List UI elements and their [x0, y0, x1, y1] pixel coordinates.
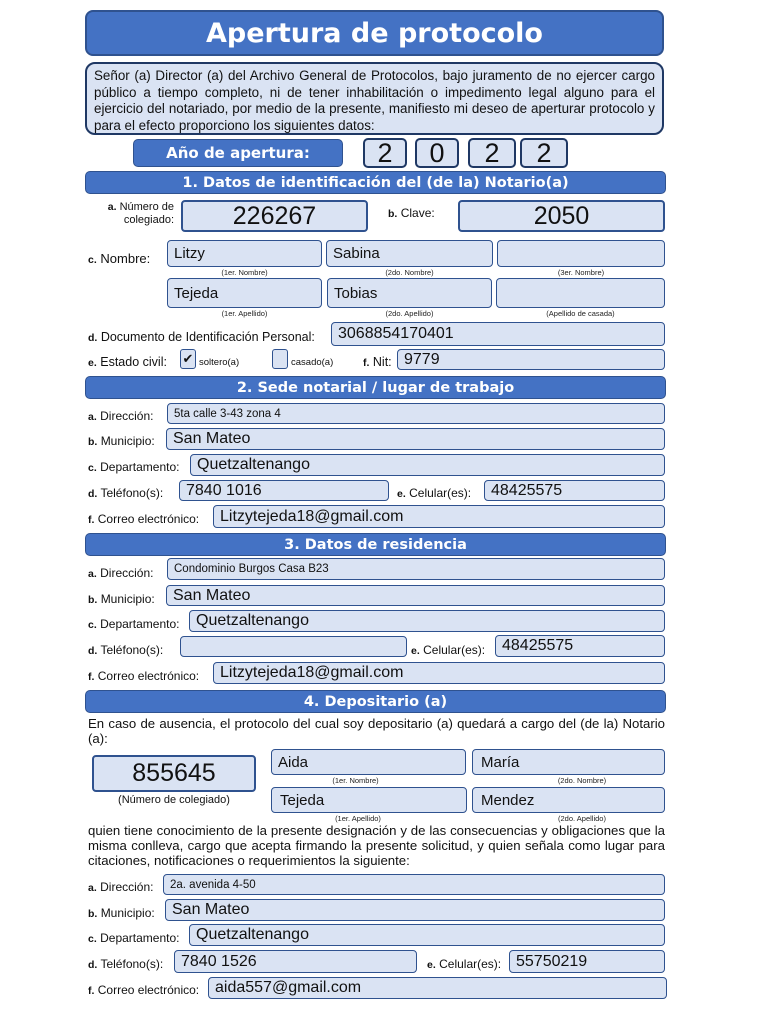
s2-email-label — [88, 512, 199, 527]
s2-department-letter: c. — [88, 462, 97, 474]
s4-department-field[interactable]: Quetzaltenango — [189, 924, 665, 946]
s2-address-field[interactable]: 5ta calle 3-43 zona 4 — [167, 403, 665, 424]
s3-address-label — [88, 566, 153, 581]
s3-department-label — [88, 617, 180, 632]
s4-email-field[interactable]: aida557@gmail.com — [208, 977, 667, 999]
colegiado-label — [92, 201, 174, 227]
s4-cell-label-text: Celular(es): — [439, 957, 502, 971]
nit-letter: f. — [363, 357, 370, 369]
depositary-second-name-caption: (2do. Nombre) — [557, 776, 607, 785]
s3-phone-field[interactable] — [180, 636, 407, 657]
s4-email-label — [88, 983, 199, 998]
s2-phone-letter: d. — [88, 488, 98, 500]
depositary-first-surname-field[interactable]: Tejeda — [271, 787, 467, 813]
s2-email-label-text: Correo electrónico: — [97, 512, 200, 526]
second-name-caption: (2do. Nombre) — [385, 268, 434, 277]
s4-email-letter: f. — [88, 985, 95, 997]
dpi-field[interactable]: 3068854170401 — [331, 322, 665, 346]
s4-department-label — [88, 931, 180, 946]
clave-field[interactable]: 2050 — [458, 200, 665, 232]
s4-phone-field[interactable]: 7840 1526 — [174, 950, 417, 973]
s4-address-label-text: Dirección: — [100, 880, 154, 894]
second-surname-field[interactable]: Tobias — [327, 278, 492, 308]
s2-phone-label — [88, 486, 163, 501]
s3-municipality-letter: b. — [88, 594, 98, 606]
s4-email-label-text: Correo electrónico: — [97, 983, 200, 997]
depositary-acceptance-text: quien tiene conocimiento de la presente designación y de las consecuencias y obligaciones que la misma conlleva, cargo que acepta firmando la presente solicitud, y quien señala como lugar para citaciones, notificaciones o requerimientos la siguiente: — [88, 823, 665, 868]
s4-phone-label-text: Teléfono(s): — [100, 957, 164, 971]
depositary-first-surname-caption: (1er. Apellido) — [335, 814, 381, 823]
s3-cell-label-text: Celular(es): — [423, 643, 486, 657]
clave-label — [388, 206, 435, 221]
year-digit-2[interactable]: 0 — [415, 138, 459, 168]
s3-address-label-text: Dirección: — [100, 566, 154, 580]
second-surname-caption: (2do. Apellido) — [385, 309, 434, 318]
s2-phone-field[interactable]: 7840 1016 — [179, 480, 389, 501]
s3-cell-field[interactable]: 48425575 — [495, 635, 665, 657]
s2-department-field[interactable]: Quetzaltenango — [190, 454, 665, 476]
s3-cell-label — [411, 643, 485, 658]
married-surname-field[interactable] — [496, 278, 665, 308]
first-surname-field[interactable]: Tejeda — [167, 278, 322, 308]
s4-phone-letter: d. — [88, 959, 98, 971]
s4-cell-letter: e. — [427, 959, 436, 971]
s3-municipality-field[interactable]: San Mateo — [166, 585, 665, 606]
s3-phone-label-text: Teléfono(s): — [100, 643, 164, 657]
s3-email-letter: f. — [88, 671, 95, 683]
s2-cell-label — [397, 486, 471, 501]
civil-status-label — [88, 355, 167, 370]
nit-label — [363, 355, 392, 370]
civil-label-text: Estado civil: — [100, 355, 167, 369]
s3-cell-letter: e. — [411, 645, 420, 657]
s3-phone-label — [88, 643, 163, 658]
s2-department-label — [88, 460, 180, 475]
s2-address-label — [88, 409, 153, 424]
s2-address-label-text: Dirección: — [100, 409, 154, 423]
s4-cell-field[interactable]: 55750219 — [509, 950, 665, 973]
s4-cell-label — [427, 957, 501, 972]
dpi-label-text: Documento de Identificación Personal: — [100, 330, 315, 344]
s4-phone-label — [88, 957, 163, 972]
s2-address-letter: a. — [88, 411, 97, 423]
page-title: Apertura de protocolo — [85, 10, 664, 56]
s3-department-label-text: Departamento: — [100, 617, 180, 631]
married-label: casado(a) — [291, 357, 334, 368]
s4-municipality-label-text: Municipio: — [100, 906, 155, 920]
s3-department-letter: c. — [88, 619, 97, 631]
single-label: soltero(a) — [199, 357, 240, 368]
s2-municipality-letter: b. — [88, 436, 98, 448]
section-1-header: 1. Datos de identificación del (de la) Notario(a) — [85, 171, 666, 194]
s2-email-letter: f. — [88, 514, 95, 526]
s3-municipality-label-text: Municipio: — [100, 592, 155, 606]
depositary-first-name-caption: (1er. Nombre) — [332, 776, 379, 785]
s4-address-label — [88, 880, 153, 895]
depositary-second-name-field[interactable]: María — [472, 749, 665, 775]
year-label: Año de apertura: — [133, 139, 343, 167]
nit-label-text: Nit: — [372, 355, 392, 369]
colegiado-label-text: Número de colegiado: — [119, 201, 174, 226]
s4-department-label-text: Departamento: — [100, 931, 180, 945]
s4-municipality-letter: b. — [88, 908, 98, 920]
s2-phone-label-text: Teléfono(s): — [100, 486, 164, 500]
third-name-field[interactable] — [497, 240, 665, 267]
nombre-label — [88, 252, 150, 267]
s4-municipality-label — [88, 906, 155, 921]
s2-municipality-field[interactable]: San Mateo — [166, 428, 665, 450]
depositary-colegiado-caption: (Número de colegiado) — [118, 794, 230, 806]
nit-field[interactable]: 9779 — [397, 349, 665, 370]
dpi-label — [88, 330, 315, 345]
s4-address-field[interactable]: 2a. avenida 4-50 — [163, 874, 665, 895]
s2-cell-field[interactable]: 48425575 — [484, 480, 665, 501]
s3-address-field[interactable]: Condominio Burgos Casa B23 — [167, 558, 665, 580]
civil-letter: e. — [88, 357, 97, 369]
clave-letter: b. — [388, 208, 398, 220]
s4-department-letter: c. — [88, 933, 97, 945]
s3-phone-letter: d. — [88, 645, 98, 657]
depositary-colegiado-field[interactable]: 855645 — [92, 755, 256, 792]
year-digit-4[interactable]: 2 — [520, 138, 568, 168]
colegiado-letter: a. — [107, 201, 117, 213]
s4-address-letter: a. — [88, 882, 97, 894]
third-name-caption: (3er. Nombre) — [557, 268, 605, 277]
s3-municipality-label — [88, 592, 155, 607]
s4-municipality-field[interactable]: San Mateo — [165, 899, 665, 921]
dpi-letter: d. — [88, 332, 98, 344]
depositary-first-name-field[interactable]: Aida — [271, 749, 466, 775]
s3-email-label-text: Correo electrónico: — [97, 669, 200, 683]
first-name-caption: (1er. Nombre) — [221, 268, 268, 277]
nombre-letter: c. — [88, 254, 97, 266]
depositary-second-surname-caption: (2do. Apellido) — [558, 814, 606, 823]
s2-email-field[interactable]: Litzytejeda18@gmail.com — [213, 505, 665, 528]
clave-label-text: Clave: — [400, 206, 435, 220]
s3-department-field[interactable]: Quetzaltenango — [189, 610, 665, 632]
colegiado-field[interactable]: 226267 — [181, 200, 368, 232]
s3-email-label — [88, 669, 199, 684]
s2-department-label-text: Departamento: — [100, 460, 180, 474]
s2-municipality-label-text: Municipio: — [100, 434, 155, 448]
s2-cell-letter: e. — [397, 488, 406, 500]
s2-cell-label-text: Celular(es): — [409, 486, 472, 500]
first-surname-caption: (1er. Apellido) — [221, 309, 268, 318]
first-name-field[interactable]: Litzy — [167, 240, 322, 267]
section-3-header: 3. Datos de residencia — [85, 533, 666, 556]
s2-municipality-label — [88, 434, 155, 449]
section-4-header: 4. Depositario (a) — [85, 690, 666, 713]
year-digit-3[interactable]: 2 — [468, 138, 516, 168]
year-digit-1[interactable]: 2 — [363, 138, 407, 168]
single-checkbox[interactable]: ✔ — [180, 349, 196, 369]
second-name-field[interactable]: Sabina — [326, 240, 493, 267]
depositary-second-surname-field[interactable]: Mendez — [472, 787, 665, 813]
intro-text: Señor (a) Director (a) del Archivo General de Protocolos, bajo juramento de no ejercer cargo público a tiempo completo, ni de tener inhabilitación o impedimento legal alguno para el ejercicio del notariado, por medio de la presente, manifiesto mi deseo de aperturar protocolo y para el efecto proporciono los siguientes datos: — [85, 62, 664, 135]
s3-email-field[interactable]: Litzytejeda18@gmail.com — [213, 662, 665, 684]
depositary-intro: En caso de ausencia, el protocolo del cual soy depositario (a) quedará a cargo del (de la) Notario (a): — [88, 716, 665, 746]
s3-address-letter: a. — [88, 568, 97, 580]
nombre-label-text: Nombre: — [100, 251, 151, 266]
married-surname-caption: (Apellido de casada) — [546, 309, 615, 318]
married-checkbox[interactable] — [272, 349, 288, 369]
section-2-header: 2. Sede notarial / lugar de trabajo — [85, 376, 666, 399]
